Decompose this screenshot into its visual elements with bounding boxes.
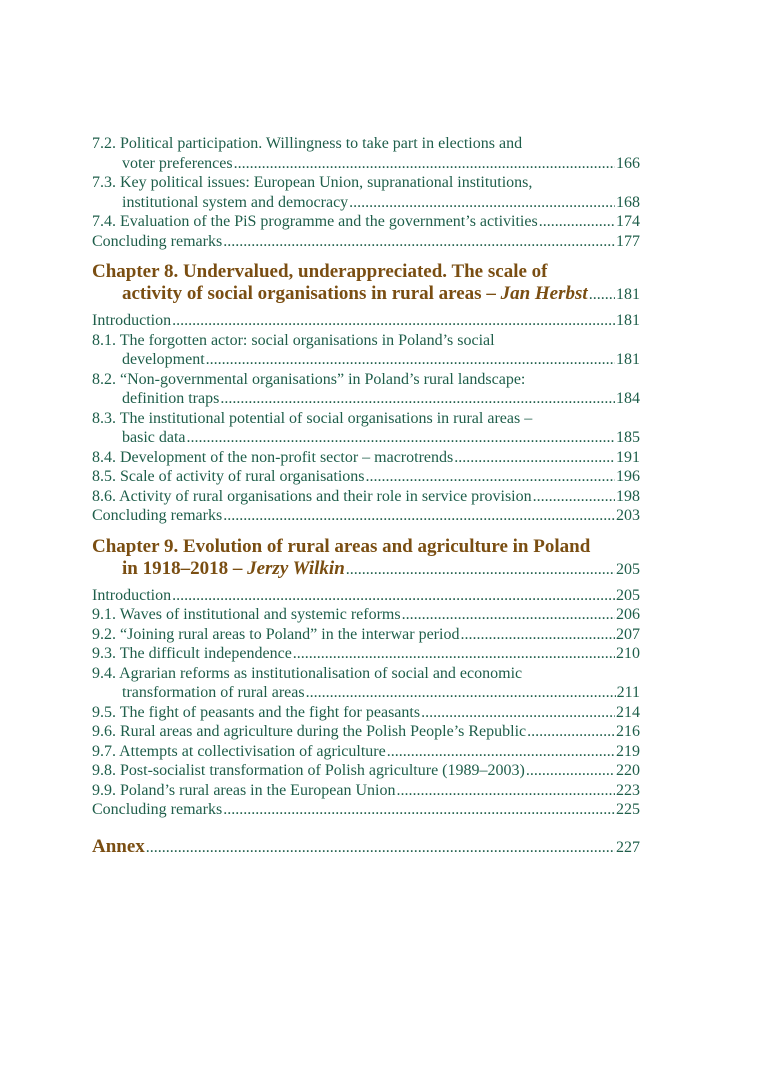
toc-entry-title: 9.4. Agrarian reforms as institutionalisation of social and economic bbox=[92, 664, 523, 682]
toc-entry-title: 9.3. The difficult independence bbox=[92, 645, 292, 662]
toc-entry-title: 7.2. Political participation. Willingness to take part in elections and bbox=[92, 135, 523, 152]
toc-entry-8-1[interactable] bbox=[92, 331, 640, 370]
dot-leader bbox=[234, 154, 615, 174]
toc-entry-title: 8.4. Development of the non-profit sector – macrotrends bbox=[92, 448, 454, 466]
page-number: 219 bbox=[616, 742, 640, 760]
toc-entry-title: 8.6. Activity of rural organisations and their role in service provision bbox=[92, 487, 532, 505]
page-number: 191 bbox=[616, 448, 640, 466]
page-number: 177 bbox=[616, 232, 640, 250]
chapter-title-text: activity of social organisations in rural areas – bbox=[122, 283, 501, 304]
toc-entry-title: 9.2. “Joining rural areas to Poland” in the interwar period bbox=[92, 625, 460, 643]
toc-entry-9-6[interactable] bbox=[92, 722, 640, 742]
dot-leader bbox=[402, 605, 615, 625]
dot-leader bbox=[187, 428, 615, 448]
toc-entry-9-2[interactable] bbox=[92, 625, 640, 645]
toc-entry-title: Concluding remarks bbox=[92, 232, 223, 250]
toc-entry-title: 9.5. The fight of peasants and the fight for peasants bbox=[92, 703, 421, 721]
page-number: 223 bbox=[616, 781, 640, 799]
dot-leader bbox=[387, 742, 615, 762]
dot-leader bbox=[589, 284, 615, 306]
dot-leader bbox=[349, 193, 615, 213]
toc-entry-title-cont: voter preferences bbox=[122, 154, 233, 172]
toc-entry-ch7-concluding[interactable] bbox=[92, 232, 640, 252]
toc-entry-title: 9.1. Waves of institutional and systemic reforms bbox=[92, 606, 401, 623]
toc-entry-8-6[interactable] bbox=[92, 487, 640, 507]
chapter-title-text: in 1918–2018 – bbox=[122, 557, 248, 579]
chapter-title-cont bbox=[122, 283, 588, 305]
toc-entry-9-7[interactable] bbox=[92, 742, 640, 762]
page-number: 207 bbox=[616, 625, 640, 643]
chapter-author: Jan Herbst bbox=[500, 283, 588, 304]
dot-leader bbox=[539, 212, 615, 232]
toc-entry-title: 9.9. Poland’s rural areas in the European Union bbox=[92, 781, 396, 799]
toc-entry-7-3[interactable] bbox=[92, 173, 640, 212]
toc-entry-ch8-concluding[interactable] bbox=[92, 506, 640, 526]
page-number: 184 bbox=[616, 390, 640, 407]
dot-leader bbox=[223, 232, 615, 252]
page-number: 181 bbox=[616, 351, 640, 368]
dot-leader bbox=[527, 722, 615, 742]
dot-leader bbox=[206, 350, 615, 370]
page-number: 198 bbox=[616, 487, 640, 505]
page-number: 227 bbox=[616, 838, 640, 856]
toc-entry-title: Concluding remarks bbox=[92, 801, 223, 818]
dot-leader bbox=[366, 467, 615, 487]
page-number: 205 bbox=[616, 560, 640, 578]
page-number: 211 bbox=[616, 684, 640, 701]
toc-entry-7-2[interactable] bbox=[92, 134, 640, 173]
toc-entry-title: 8.1. The forgotten actor: social organisations in Poland’s social bbox=[92, 331, 495, 349]
annex-title: Annex bbox=[92, 835, 145, 857]
toc-entry-9-3[interactable] bbox=[92, 644, 640, 664]
toc-entry-title: 8.2. “Non-governmental organisations” in Poland’s rural landscape: bbox=[92, 370, 526, 388]
toc-entry-title: 8.3. The institutional potential of social organisations in rural areas – bbox=[92, 409, 533, 427]
toc-entry-title: 9.8. Post-socialist transformation of Polish agriculture (1989–2003) bbox=[92, 762, 525, 779]
toc-entry-9-1[interactable] bbox=[92, 605, 640, 625]
toc-entry-title: 9.7. Attempts at collectivisation of agriculture bbox=[92, 742, 386, 760]
dot-leader bbox=[454, 448, 615, 468]
chapter-title: Chapter 8. Undervalued, underappreciated. The scale of bbox=[92, 261, 548, 282]
chapter-title: Chapter 9. Evolution of rural areas and agriculture in Poland bbox=[92, 535, 591, 557]
toc-annex[interactable] bbox=[92, 836, 640, 859]
chapter-author: Jerzy Wilkin bbox=[247, 557, 345, 579]
toc-chapter-9[interactable] bbox=[92, 536, 640, 581]
toc-entry-title: 7.4. Evaluation of the PiS programme and the government’s activities bbox=[92, 213, 538, 230]
page-number: 196 bbox=[616, 468, 640, 485]
dot-leader bbox=[223, 800, 615, 820]
dot-leader bbox=[346, 559, 615, 581]
toc-entry-9-9[interactable] bbox=[92, 781, 640, 801]
dot-leader bbox=[526, 761, 615, 781]
toc-entry-8-4[interactable] bbox=[92, 448, 640, 468]
dot-leader bbox=[172, 586, 615, 606]
dot-leader bbox=[293, 644, 615, 664]
dot-leader bbox=[220, 389, 615, 409]
page-number: 220 bbox=[616, 762, 640, 779]
dot-leader bbox=[172, 311, 615, 331]
chapter-title-cont bbox=[122, 558, 345, 580]
toc-entry-title: 9.6. Rural areas and agriculture during the Polish People’s Republic bbox=[92, 723, 527, 740]
toc-entry-title-cont: institutional system and democracy bbox=[122, 193, 349, 211]
page-number: 225 bbox=[616, 801, 640, 818]
page-number: 166 bbox=[616, 154, 640, 172]
dot-leader bbox=[306, 683, 616, 703]
table-of-contents bbox=[92, 134, 640, 864]
toc-entry-title-cont: transformation of rural areas bbox=[122, 684, 305, 701]
toc-chapter-8[interactable] bbox=[92, 261, 640, 306]
page-number: 214 bbox=[616, 703, 640, 721]
dot-leader bbox=[396, 781, 615, 801]
toc-entry-title: Introduction bbox=[92, 312, 172, 329]
page-number: 203 bbox=[616, 507, 640, 524]
toc-entry-ch9-intro[interactable] bbox=[92, 586, 640, 606]
dot-leader bbox=[223, 506, 615, 526]
page-number: 205 bbox=[616, 586, 640, 604]
page-number: 206 bbox=[616, 606, 640, 623]
toc-entry-ch8-intro[interactable] bbox=[92, 311, 640, 331]
page-number: 210 bbox=[616, 645, 640, 662]
dot-leader bbox=[146, 837, 615, 859]
page-number: 168 bbox=[616, 193, 640, 211]
dot-leader bbox=[421, 703, 615, 723]
toc-entry-ch9-concluding[interactable] bbox=[92, 800, 640, 820]
page-number: 216 bbox=[616, 723, 640, 740]
toc-entry-8-5[interactable] bbox=[92, 467, 640, 487]
page-number: 181 bbox=[616, 312, 640, 329]
toc-entry-7-4[interactable] bbox=[92, 212, 640, 232]
dot-leader bbox=[460, 625, 615, 645]
toc-entry-8-2[interactable] bbox=[92, 370, 640, 409]
toc-entry-title: Concluding remarks bbox=[92, 507, 223, 524]
toc-entry-9-5[interactable] bbox=[92, 703, 640, 723]
toc-entry-title-cont: definition traps bbox=[122, 390, 220, 407]
toc-entry-title: 7.3. Key political issues: European Union, supranational institutions, bbox=[92, 174, 533, 191]
toc-entry-9-4[interactable] bbox=[92, 664, 640, 703]
page-number: 181 bbox=[616, 286, 640, 303]
toc-entry-9-8[interactable] bbox=[92, 761, 640, 781]
toc-entry-8-3[interactable] bbox=[92, 409, 640, 448]
toc-entry-title: Introduction bbox=[92, 586, 172, 604]
toc-entry-title: 8.5. Scale of activity of rural organisations bbox=[92, 468, 365, 485]
toc-entry-title-cont: development bbox=[122, 351, 205, 368]
dot-leader bbox=[533, 487, 615, 507]
page-number: 185 bbox=[616, 429, 640, 446]
toc-entry-title-cont: basic data bbox=[122, 429, 186, 446]
page-number: 174 bbox=[616, 213, 640, 230]
